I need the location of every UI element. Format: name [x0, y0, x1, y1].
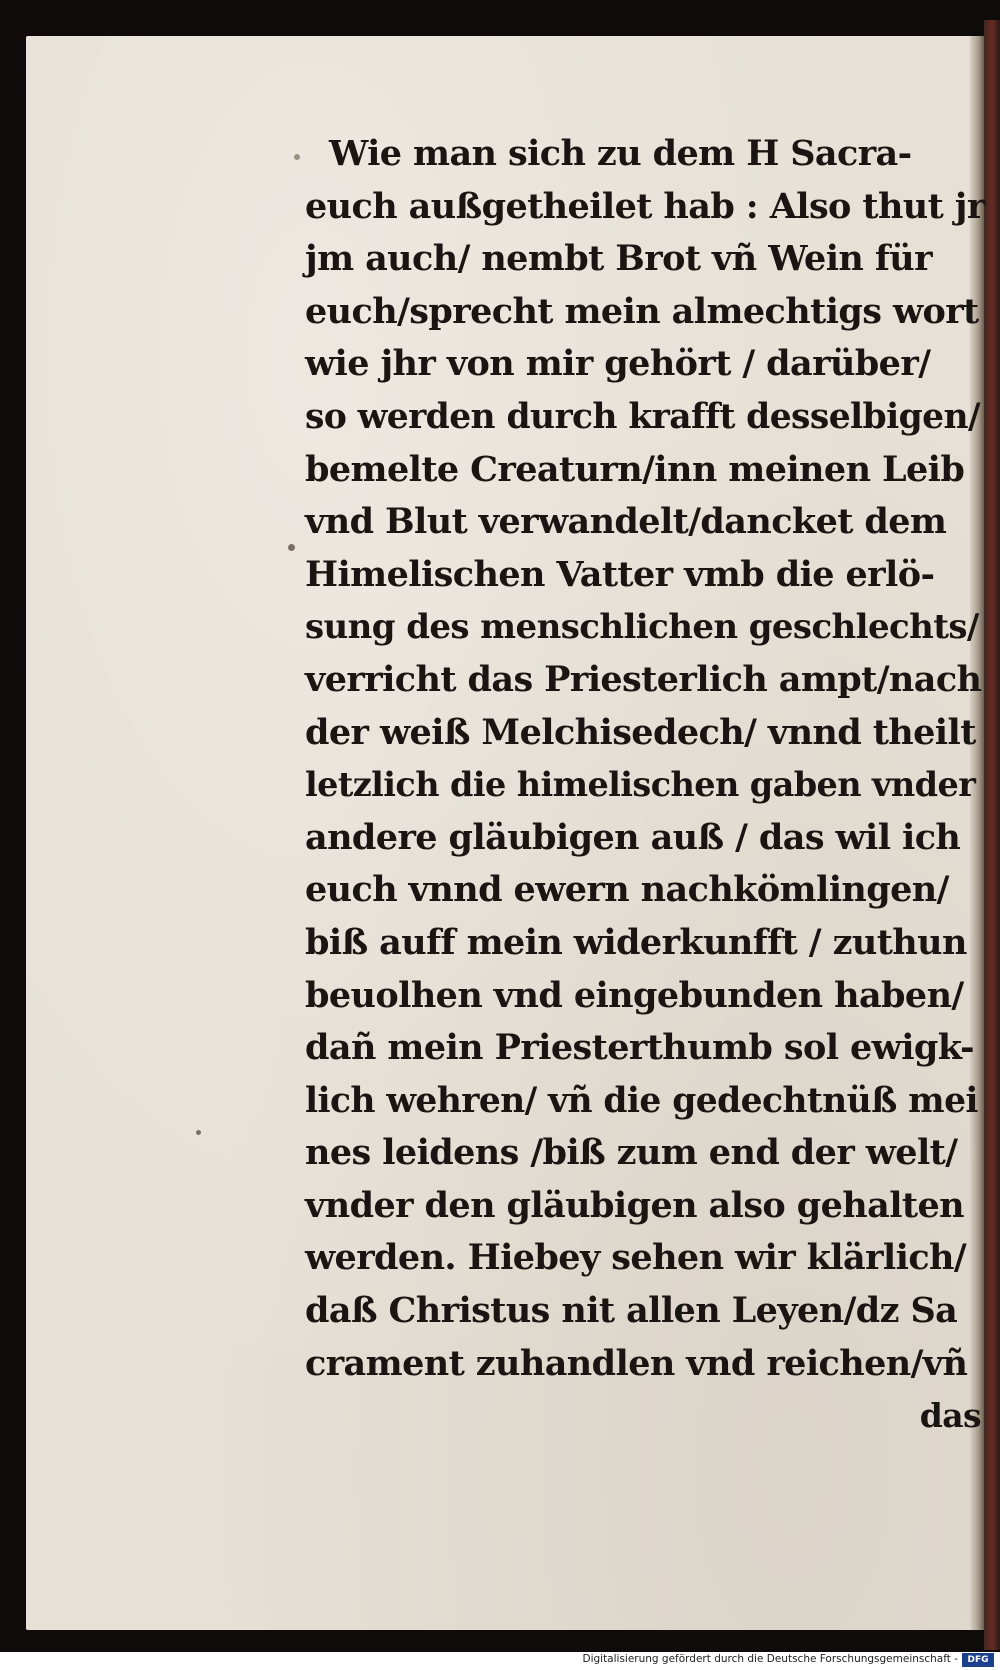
text-line: jm auch/ nembt Brot vñ Wein für: [305, 238, 932, 280]
text-block: [305, 128, 985, 1443]
text-line: werden. Hiebey sehen wir klärlich/: [305, 1237, 967, 1279]
text-line: Himelischen Vatter vmb die erlö-: [305, 553, 935, 595]
text-line: vnd Blut verwandelt/dancket dem: [305, 501, 947, 543]
text-line: letzlich die himelischen gaben vnder: [305, 765, 976, 805]
text-line: daß Christus nit allen Leyen/dz Sa: [305, 1290, 958, 1332]
book-spine-edge: [984, 20, 1000, 1650]
text-line: dañ mein Priesterthumb sol ewigk-: [305, 1027, 974, 1069]
text-line: crament zuhandlen vnd reichen/vñ: [305, 1342, 968, 1384]
text-line: bemelte Creaturn/inn meinen Leib: [305, 448, 965, 490]
catchword: das: [919, 1396, 981, 1436]
text-line: so werden durch krafft desselbigen/: [305, 396, 980, 437]
text-line: beuolhen vnd eingebunden haben/: [305, 974, 964, 1016]
text-line: euch/sprecht mein almechtigs wort: [305, 290, 979, 332]
text-line: nes leidens /biß zum end der welt/: [305, 1132, 958, 1174]
text-line: der weiß Melchisedech/ vnnd theilt: [305, 711, 976, 753]
text-line: verricht das Priesterlich ampt/nach: [305, 658, 982, 700]
dfg-logo: DFG: [962, 1653, 994, 1667]
digitization-credit: Digitalisierung gefördert durch die Deutsche Forschungsgemeinschaft -: [582, 1653, 958, 1665]
text-line: lich wehren/ vñ die gedechtnüß mei: [305, 1080, 978, 1121]
text-line: Wie man sich zu dem H Sacra-: [329, 133, 912, 174]
text-line: vnder den gläubigen also gehalten: [305, 1184, 965, 1226]
paper-speck: [294, 154, 300, 160]
text-line: euch vnnd ewern nachkömlingen/: [305, 869, 949, 911]
text-line: sung des menschlichen geschlechts/: [305, 607, 979, 648]
text-line: biß auff mein widerkunfft / zuthun: [305, 921, 967, 963]
text-line: wie jhr von mir gehört / darüber/: [305, 343, 931, 385]
text-line: euch außgetheilet hab : Also thut jr: [305, 185, 985, 227]
paper-speck: [196, 1130, 201, 1135]
text-line: andere gläubigen auß / das wil ich: [305, 816, 961, 858]
paper-speck: [288, 544, 295, 551]
